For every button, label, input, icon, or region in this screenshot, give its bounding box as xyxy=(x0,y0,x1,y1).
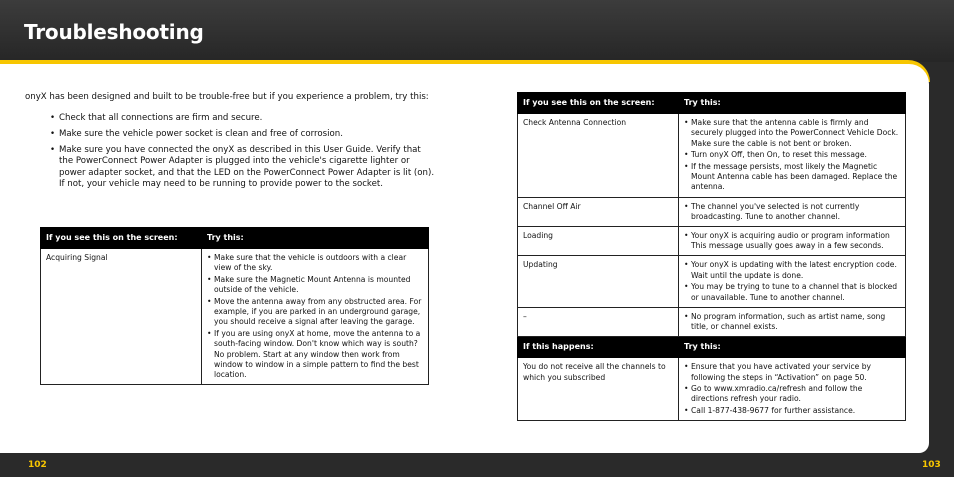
action-cell xyxy=(679,197,906,226)
acquiring-signal-table xyxy=(40,227,429,385)
action-item: • Call 1-877-438-9677 for further assistance. xyxy=(684,406,900,416)
page-title: Troubleshooting xyxy=(24,20,204,44)
footer-bar xyxy=(0,453,954,477)
table-row xyxy=(518,256,906,307)
table-header-row xyxy=(518,93,906,114)
symptom-cell: Acquiring Signal xyxy=(41,249,202,385)
column-header-action: Try this: xyxy=(679,93,906,114)
action-cell xyxy=(679,227,906,256)
table-row xyxy=(518,197,906,226)
intro-section xyxy=(25,92,435,195)
action-cell xyxy=(679,256,906,307)
symptom-cell: You do not receive all the channels to which you subscribed xyxy=(518,358,679,421)
table-row xyxy=(518,114,906,197)
action-list xyxy=(684,312,900,332)
action-item: • Your onyX is acquiring audio or program information This message usually goes away in a few seconds. xyxy=(684,231,900,251)
column-header-action: Try this: xyxy=(679,337,906,358)
intro-bullet: • Make sure you have connected the onyX as described in this User Guide. Verify that the PowerConnect Power Adapter is plugged into the vehicle's cigarette lighter or power adapter socket, and that the LED on the PowerConnect Power Adapter is lit (on). If not, your vehicle may need to be running to provide power to the socket. xyxy=(50,145,435,191)
action-list xyxy=(684,118,900,192)
page-number-right: 103 xyxy=(922,460,941,470)
column-header-condition: If this happens: xyxy=(518,337,679,358)
action-cell xyxy=(202,249,429,385)
action-list xyxy=(684,231,900,251)
symptom-cell: Check Antenna Connection xyxy=(518,114,679,197)
action-item: • Make sure that the vehicle is outdoors with a clear view of the sky. xyxy=(207,253,423,273)
action-item: • If you are using onyX at home, move the antenna to a south-facing window. Don't know which way is south? No problem. Start at any window then work from window to window in a simple pattern to find the best location. xyxy=(207,329,423,380)
symptom-cell: Channel Off Air xyxy=(518,197,679,226)
action-list xyxy=(684,362,900,416)
table-row xyxy=(518,307,906,336)
action-item: • Turn onyX Off, then On, to reset this message. xyxy=(684,150,900,160)
action-cell xyxy=(679,307,906,336)
page-number-left: 102 xyxy=(28,460,47,470)
column-header-action: Try this: xyxy=(202,228,429,249)
column-header-symptom: If you see this on the screen: xyxy=(518,93,679,114)
action-item: • Make sure the Magnetic Mount Antenna is mounted outside of the vehicle. xyxy=(207,275,423,295)
intro-text: onyX has been designed and built to be trouble-free but if you experience a problem, try this: xyxy=(25,92,429,102)
table-header-row xyxy=(518,337,906,358)
action-item: • No program information, such as artist name, song title, or channel exists. xyxy=(684,312,900,332)
action-item: • You may be trying to tune to a channel that is blocked or unavailable. Tune to another channel. xyxy=(684,282,900,302)
symptom-cell: Updating xyxy=(518,256,679,307)
action-item: • If the message persists, most likely the Magnetic Mount Antenna cable has been damaged. Replace the antenna. xyxy=(684,162,900,193)
table-row xyxy=(41,249,429,385)
column-header-symptom: If you see this on the screen: xyxy=(41,228,202,249)
action-item: • Move the antenna away from any obstructed area. For example, if you are parked in an underground garage, you should receive a signal after leaving the garage. xyxy=(207,297,423,328)
action-list xyxy=(684,260,900,302)
action-item: • Make sure that the antenna cable is firmly and securely plugged into the PowerConnect Vehicle Dock. Make sure the cable is not bent or broken. xyxy=(684,118,900,149)
action-cell xyxy=(679,358,906,421)
action-item: • The channel you've selected is not currently broadcasting. Tune to another channel. xyxy=(684,202,900,222)
table-header-row xyxy=(41,228,429,249)
screen-messages-table xyxy=(517,92,906,421)
table-row xyxy=(518,227,906,256)
action-item: • Ensure that you have activated your service by following the steps in “Activation” on page 50. xyxy=(684,362,900,382)
intro-bullet: • Make sure the vehicle power socket is clean and free of corrosion. xyxy=(50,129,435,141)
action-list xyxy=(207,253,423,380)
table-row xyxy=(518,358,906,421)
intro-bullet: • Check that all connections are firm and secure. xyxy=(50,113,435,125)
action-cell xyxy=(679,114,906,197)
action-list xyxy=(684,202,900,222)
action-item: • Go to www.xmradio.ca/refresh and follow the directions refresh your radio. xyxy=(684,384,900,404)
action-item: • Your onyX is updating with the latest encryption code. Wait until the update is done. xyxy=(684,260,900,280)
symptom-cell: – xyxy=(518,307,679,336)
symptom-cell: Loading xyxy=(518,227,679,256)
intro-bullet-list xyxy=(50,113,435,191)
